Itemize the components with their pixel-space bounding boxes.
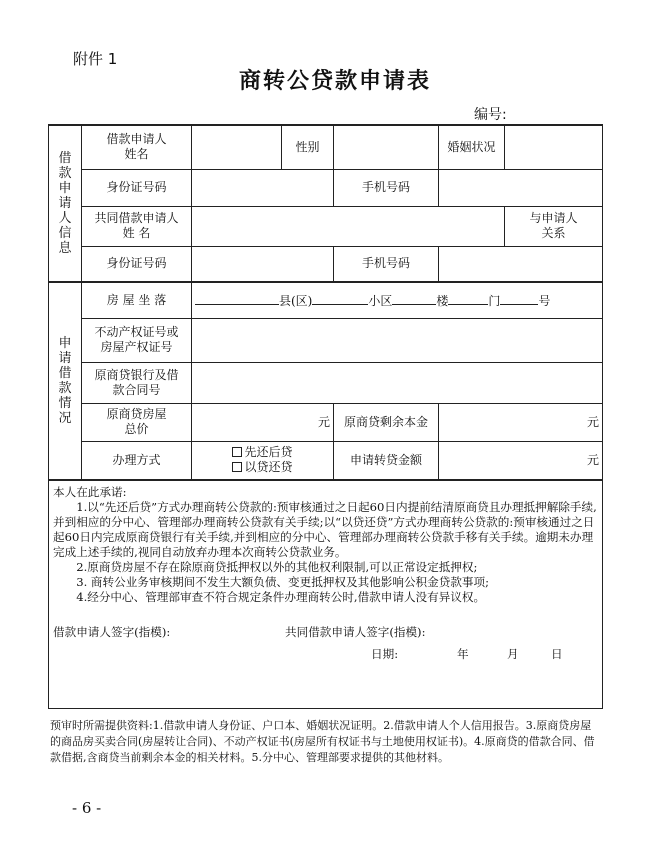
- attachment-label: 附件 1: [73, 50, 118, 68]
- required-materials-note: 预审时所需提供资料:1.借款申请人身份证、户口本、婚姻状况证明。2.借款申请人个人信用报告。3.原商贷房屋的商品房买卖合同(房屋转让合同)、不动产权证书(房屋所有权证书与土地使用权证书)。4.原商贷的借款合同、借款借据,含商贷当前剩余本金的相关材料。5.分中心、管理部要求提供的其他材料。: [50, 719, 595, 764]
- gender-label: 性别: [282, 125, 334, 169]
- signature-row: [53, 625, 598, 641]
- year-label: 年: [457, 647, 469, 661]
- gender-field[interactable]: [334, 125, 439, 169]
- method-label: 办理方式: [82, 441, 192, 480]
- borrower-name-field[interactable]: [192, 125, 282, 169]
- promise-item-4: 4.经分中心、管理部审查不符合规定条件办理商转公时,借款申请人没有异议权。: [76, 590, 486, 604]
- borrower-signature-label[interactable]: 借款申请人签字(指模):: [53, 625, 171, 639]
- serial-number-label: 编号:: [474, 107, 507, 123]
- application-form-table: [48, 124, 603, 709]
- promise-section: [49, 480, 603, 708]
- deed-number-label: 不动产权证号或 房屋产权证号: [82, 318, 192, 362]
- remaining-principal-field[interactable]: 元: [439, 403, 603, 441]
- promise-item-1: 1.以“先还后贷”方式办理商转公贷款的:预审核通过之日起60日内提前结清原商贷且办理抵押解除手续,并到相应的分中心、管理部办理商转公贷款有关手续;以“以贷还贷”方式办理商转公贷款的:预审核通过之日起60日内完成原商贷银行有关手续,并到相应的分中心、管理部办理商转公贷款手移有关手续。逾期未办理完成上述手续的,视同自动放弃办理本次商转公贷款业务。: [53, 500, 597, 559]
- promise-item-3: 3. 商转公业务审核期间不发生大额负债、变更抵押权及其他影响公积金贷款事项;: [76, 575, 490, 589]
- co-id-number-field[interactable]: [192, 246, 334, 282]
- checkbox-icon[interactable]: [232, 447, 242, 457]
- co-borrower-name-field[interactable]: [192, 206, 505, 246]
- id-number-label: 身份证号码: [82, 169, 192, 206]
- relation-label: 与申请人 关系: [505, 206, 603, 246]
- property-location-field[interactable]: 县(区) 小区 楼 门 号: [192, 282, 603, 318]
- date-label[interactable]: 日期:: [371, 647, 399, 661]
- co-phone-field[interactable]: [439, 246, 603, 282]
- method-option-repay-first[interactable]: 先还后贷: [195, 445, 330, 460]
- co-id-number-label: 身份证号码: [82, 246, 192, 282]
- checkbox-icon[interactable]: [232, 462, 242, 472]
- id-number-field[interactable]: [192, 169, 334, 206]
- promise-intro: 本人在此承诺:: [53, 485, 127, 499]
- day-label: 日: [551, 647, 563, 661]
- property-location-label: 房 屋 坐 落: [82, 282, 192, 318]
- contract-field[interactable]: [192, 362, 603, 403]
- co-borrower-name-label: 共同借款申请人 姓 名: [82, 206, 192, 246]
- marital-status-field[interactable]: [505, 125, 603, 169]
- transfer-amount-label: 申请转贷金额: [334, 441, 439, 480]
- loan-section-label: 申 请 借 款 情 况: [49, 282, 82, 480]
- borrower-name-label: 借款申请人 姓名: [82, 125, 192, 169]
- phone-label: 手机号码: [334, 169, 439, 206]
- remaining-principal-label: 原商贷剩余本金: [334, 403, 439, 441]
- transfer-amount-field[interactable]: 元: [439, 441, 603, 480]
- month-label: 月: [507, 647, 519, 661]
- borrower-section-label: 借 款 申 请 人 信 息: [49, 125, 82, 282]
- co-phone-label: 手机号码: [334, 246, 439, 282]
- house-price-field[interactable]: 元: [192, 403, 334, 441]
- phone-field[interactable]: [439, 169, 603, 206]
- method-options: [192, 441, 334, 480]
- deed-number-field[interactable]: [192, 318, 603, 362]
- co-borrower-signature-label[interactable]: 共同借款申请人签字(指模):: [285, 625, 426, 639]
- page-title: 商转公贷款申请表: [238, 68, 431, 94]
- house-price-label: 原商贷房屋 总价: [82, 403, 192, 441]
- promise-item-2: 2.原商贷房屋不存在除原商贷抵押权以外的其他权利限制,可以正常设定抵押权;: [76, 560, 478, 574]
- method-option-loan-repay[interactable]: 以贷还贷: [195, 460, 330, 475]
- page-number: - 6 -: [72, 799, 102, 817]
- contract-label: 原商贷银行及借 款合同号: [82, 362, 192, 403]
- marital-status-label: 婚姻状况: [439, 125, 505, 169]
- date-row: [53, 647, 598, 665]
